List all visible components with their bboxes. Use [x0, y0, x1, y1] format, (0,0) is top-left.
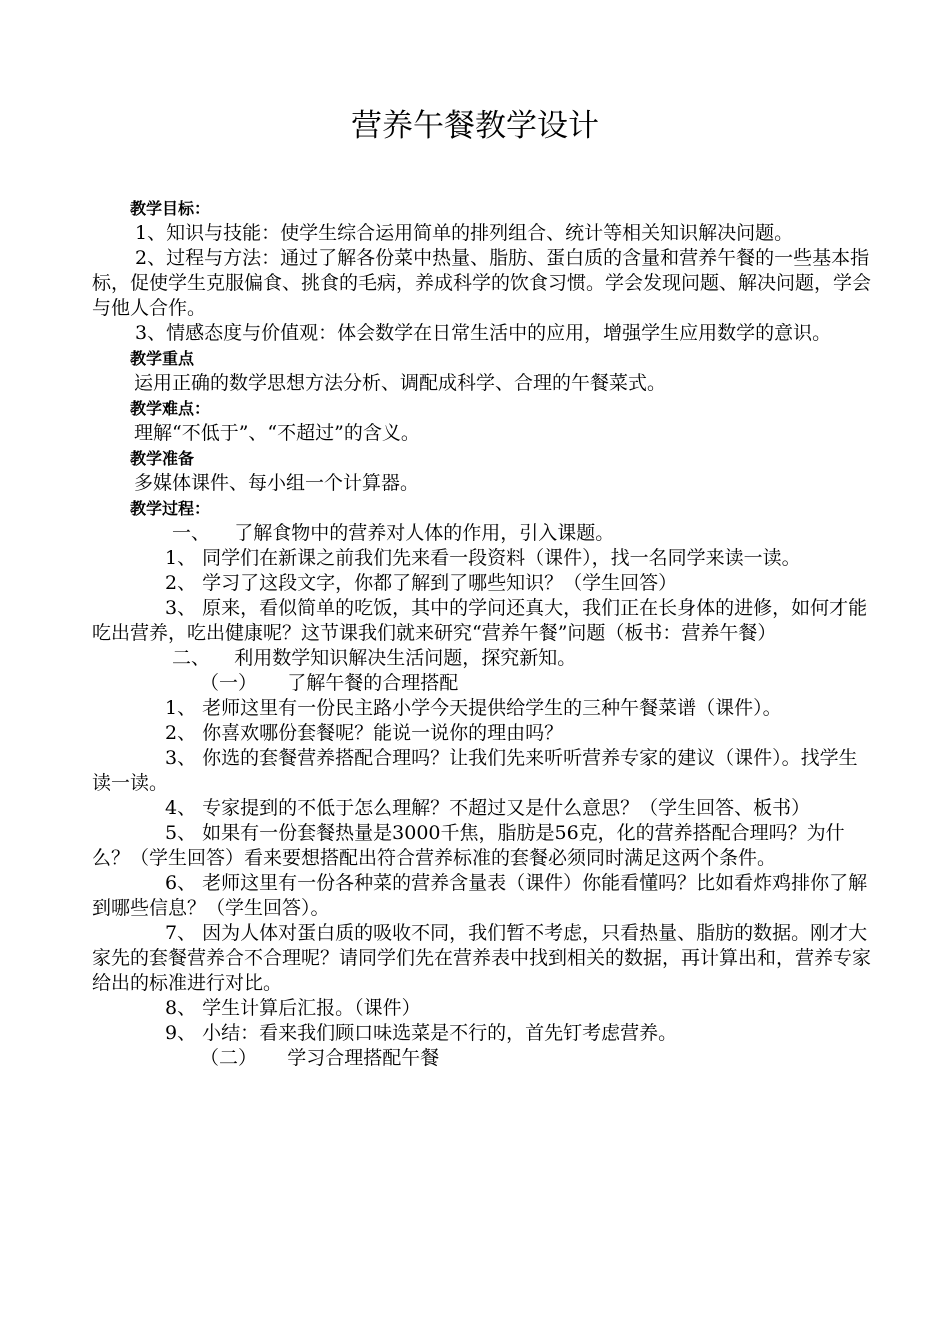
- list-item: [92, 696, 872, 721]
- item-number: 8、: [165, 997, 197, 1019]
- item-text: 你选的套餐营养搭配合理吗？让我们先来听听营养专家的建议（课件）。找学生读一读。: [92, 747, 858, 794]
- section-number: 一、: [172, 522, 211, 544]
- section-number: 二、: [172, 647, 211, 669]
- list-item: [92, 546, 872, 571]
- item-text: 老师这里有一份各种菜的营养含量表（课件）你能看懂吗？比如看炸鸡排你了解到哪些信息？（学生回答）。: [92, 872, 868, 919]
- item-number: 2、: [165, 722, 197, 744]
- item-number: 1、: [165, 547, 197, 569]
- preparation-text: 多媒体课件、每小组一个计算器。: [134, 472, 420, 494]
- list-item: [92, 996, 872, 1021]
- objectives-heading: 教学目标：: [130, 199, 211, 218]
- item-number: 1、: [165, 697, 197, 719]
- list-item: [92, 871, 872, 921]
- objective-item: 2、过程与方法：通过了解各份菜中热量、脂肪、蛋白质的含量和营养午餐的一些基本指标，促使学生克服偏食、挑食的毛病，养成科学的饮食习惯。学会发现问题、解决问题，学会与他人合作。: [92, 247, 872, 319]
- item-text: 学生计算后汇报。（课件）: [202, 997, 421, 1019]
- item-number: 9、: [165, 1022, 197, 1044]
- subsection-number: （一）: [200, 672, 258, 694]
- section-heading: [92, 646, 872, 671]
- subsection-title: 学习合理搭配午餐: [287, 1047, 440, 1069]
- item-number: 5、: [165, 822, 197, 844]
- objective-item: 3、情感态度与价值观：体会数学在日常生活中的应用，增强学生应用数学的意识。: [135, 322, 832, 344]
- subsection-title: 了解午餐的合理搭配: [287, 672, 459, 694]
- document-title: 营养午餐教学设计: [351, 108, 599, 144]
- list-item: [92, 571, 872, 596]
- subsection-number: （二）: [200, 1047, 258, 1069]
- item-text: 专家提到的不低于怎么理解？不超过又是什么意思？（学生回答、板书）: [202, 797, 811, 819]
- section-title: 了解食物中的营养对人体的作用，引入课题。: [234, 522, 615, 544]
- item-number: 3、: [165, 747, 197, 769]
- list-item: [92, 721, 872, 746]
- process-heading: 教学过程：: [130, 499, 211, 518]
- item-text: 原来，看似简单的吃饭，其中的学问还真大，我们正在长身体的进修，如何才能吃出营养，吃出健康呢？这节课我们就来研究“营养午餐”问题（板书：营养午餐）: [92, 597, 868, 644]
- item-number: 7、: [165, 922, 197, 944]
- difficulty-text: 理解“不低于”、“不超过”的含义。: [134, 422, 420, 444]
- list-item: [92, 796, 872, 821]
- key-point-text: 运用正确的数学思想方法分析、调配成科学、合理的午餐菜式。: [134, 372, 667, 394]
- item-number: 4、: [165, 797, 197, 819]
- item-number: 2、: [165, 572, 197, 594]
- item-text: 小结：看来我们顾口味选菜是不行的，首先钉考虑营养。: [202, 1022, 678, 1044]
- item-text: 学习了这段文字，你都了解到了哪些知识？（学生回答）: [202, 572, 678, 594]
- item-text: 老师这里有一份民主路小学今天提供给学生的三种午餐菜谱（课件）。: [202, 697, 782, 719]
- section-title: 利用数学知识解决生活问题，探究新知。: [234, 647, 577, 669]
- key-point-heading: 教学重点: [130, 349, 195, 368]
- item-number: 3、: [165, 597, 197, 619]
- item-number: 6、: [165, 872, 197, 894]
- objective-item: 1、知识与技能：使学生综合运用简单的排列组合、统计等相关知识解决问题。: [135, 222, 794, 244]
- difficulty-heading: 教学难点：: [130, 399, 211, 418]
- document-body: [92, 196, 872, 1071]
- item-text: 因为人体对蛋白质的吸收不同，我们暂不考虑，只看热量、脂肪的数据。刚才大家先的套餐营养合不合理呢？请同学们先在营养表中找到相关的数据，再计算出和，营养专家给出的标准进行对比。: [92, 922, 872, 994]
- item-text: 如果有一份套餐热量是3000千焦，脂肪是56克，化的营养搭配合理吗？为什么？（学生回答）看来要想搭配出符合营养标准的套餐必须同时满足这两个条件。: [92, 822, 845, 869]
- list-item: [92, 1021, 872, 1046]
- list-item: [92, 746, 872, 796]
- subsection-heading: [92, 1046, 872, 1071]
- list-item: [92, 821, 872, 871]
- preparation-heading: 教学准备: [130, 449, 195, 468]
- item-text: 同学们在新课之前我们先来看一段资料（课件），找一名同学来读一读。: [202, 547, 801, 569]
- section-heading: [92, 521, 872, 546]
- subsection-heading: [92, 671, 872, 696]
- list-item: [92, 596, 872, 646]
- item-text: 你喜欢哪份套餐呢？能说一说你的理由吗？: [202, 722, 564, 744]
- list-item: [92, 921, 872, 996]
